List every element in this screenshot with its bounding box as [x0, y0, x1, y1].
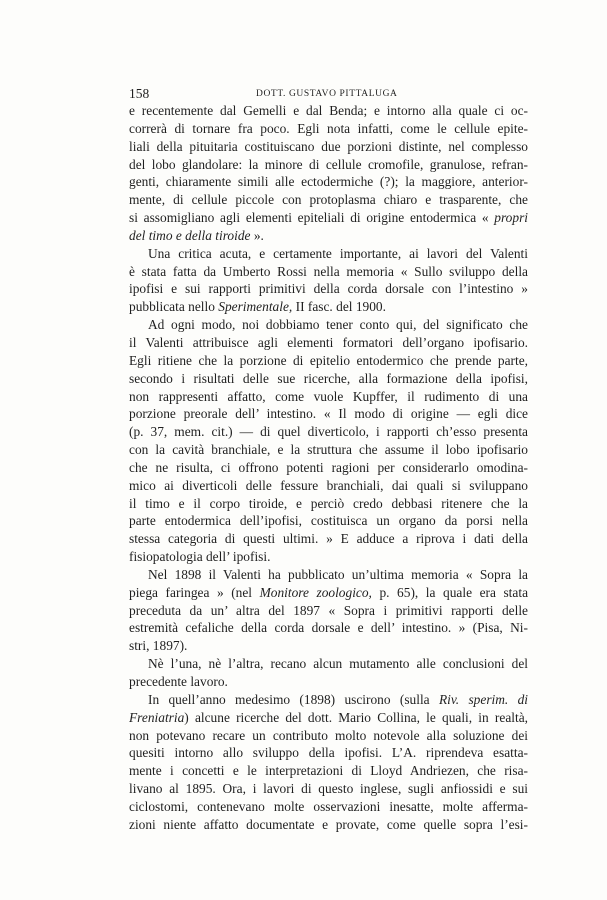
text-line	[129, 138, 528, 156]
italic-text: del timo e della tiroide	[129, 227, 251, 243]
page-header	[129, 86, 528, 102]
text-line	[129, 744, 528, 762]
text-run: genti, chiaramente simili alle ectodermiche (?); la maggiore, anterior-	[129, 174, 528, 190]
text-run: stri, 1897).	[129, 638, 188, 654]
text-line	[129, 173, 528, 191]
text-run: non potevano recare un contributo molto notevole alla soluzione dei	[129, 727, 528, 743]
text-line	[129, 780, 528, 798]
text-run: secondo i risultati delle sue ricerche, alla formazione della ipofisi,	[129, 370, 528, 386]
text-run: il Valenti attribuisce agli elementi formatori dell’organo ipofisario.	[129, 334, 528, 350]
text-line	[129, 637, 528, 655]
text-run: liali della pituitaria costituiscano due porzioni distinte, nel complesso	[129, 138, 528, 154]
text-line	[129, 423, 528, 441]
text-line	[129, 334, 528, 352]
text-line	[129, 619, 528, 637]
text-line	[129, 655, 528, 673]
text-run: correrà di tornare fra poco. Egli nota infatti, come le cellule epite-	[129, 120, 528, 136]
text-line	[129, 263, 528, 281]
text-run: e recentemente dal Gemelli e dal Benda; e intorno alla quale ci oc-	[129, 103, 528, 118]
text-line	[129, 388, 528, 406]
italic-text: Riv. sperim. di	[438, 691, 528, 707]
text-run: estremità cefaliche della corda dorsale e dell’ intestino. » (Pisa, Ni-	[129, 620, 528, 636]
text-line	[129, 120, 528, 138]
text-line	[129, 477, 528, 495]
text-line	[129, 584, 528, 602]
text-line	[129, 209, 528, 227]
text-line	[129, 495, 528, 513]
text-run: mente i concetti e le interpretazioni di Lloyd Andriezen, che risa-	[129, 763, 528, 779]
text-line	[129, 245, 528, 263]
text-run: p. 65), la quale era stata	[371, 584, 528, 600]
italic-text: propri	[494, 210, 528, 226]
text-run: è stata fatta da Umberto Rossi nella memoria « Sullo sviluppo della	[129, 263, 528, 279]
text-line	[129, 227, 528, 245]
text-line	[129, 727, 528, 745]
text-run: In quell’anno medesimo (1898) uscirono (sulla	[148, 691, 439, 707]
text-run: con la cavità branchiale, e la struttura che assume il lobo ipofisario	[129, 442, 528, 458]
text-line	[129, 798, 528, 816]
text-line	[129, 102, 528, 120]
text-run: il timo e il corpo tiroide, e perciò credo debbasi ritenere che la	[129, 495, 528, 511]
text-run: Una critica acuta, e certamente importante, ai lavori del Valenti	[148, 245, 528, 261]
italic-text: Monitore zoologico,	[259, 584, 372, 600]
text-run: pubblicata nello	[129, 299, 219, 315]
body-text	[129, 102, 528, 834]
text-run: II fasc. del 1900.	[292, 299, 386, 315]
text-line	[129, 405, 528, 423]
text-line	[129, 762, 528, 780]
text-line	[129, 459, 528, 477]
text-line	[129, 709, 528, 727]
italic-text: Freniatria	[129, 709, 185, 725]
text-line	[129, 548, 528, 566]
text-run: Nè l’una, nè l’altra, recano alcun mutamento alle conclusioni del	[148, 656, 528, 672]
text-line	[129, 298, 528, 316]
text-run: Egli ritiene che la porzione di epitelio entodermico che prende parte,	[129, 352, 528, 368]
text-run: livano al 1895. Ora, i lavori di questo inglese, sugli anfiossidi e sui	[129, 781, 528, 797]
text-line	[129, 566, 528, 584]
text-run: ciclostomi, contenevano molte osservazioni inesatte, molte afferma-	[129, 798, 528, 814]
text-line	[129, 441, 528, 459]
text-line	[129, 156, 528, 174]
text-line	[129, 316, 528, 334]
text-line	[129, 691, 528, 709]
text-line	[129, 512, 528, 530]
text-run: preceduta da un’ altra del 1897 « Sopra i primitivi rapporti delle	[129, 602, 528, 618]
text-run: si assomigliano agli elementi epiteliali di origine entodermica «	[129, 210, 495, 226]
text-run: porzione preorale dell’ intestino. « Il modo di origine — egli dice	[129, 406, 528, 422]
text-run: mico ai diverticoli delle fessure branchiali, dai quali si sviluppano	[129, 477, 528, 493]
text-run: Ad ogni modo, noi dobbiamo tener conto qui, del significato che	[148, 317, 528, 333]
text-run: stessa categoria di questi ultimi. » E adduce a riprova i dati della	[129, 531, 528, 547]
text-run: zioni niente affatto documentate e provate, come quelle sopra l’esi-	[129, 816, 528, 832]
text-run: che ne risulta, ci offrono potenti ragioni per considerarlo omodina-	[129, 459, 528, 475]
text-line	[129, 673, 528, 691]
text-line	[129, 370, 528, 388]
text-line	[129, 530, 528, 548]
italic-text: Sperimentale,	[218, 299, 293, 315]
text-run: ipofisi e sui rapporti primitivi della corda dorsale con l’intestino »	[129, 281, 528, 297]
running-head: DOTT. GUSTAVO PITTALUGA	[256, 89, 398, 99]
page-number: 158	[129, 86, 150, 101]
text-run: piega faringea » (nel	[129, 584, 260, 600]
text-run: non rappresenti affatto, come vuole Kupffer, il rudimento di una	[129, 388, 528, 404]
text-run: fisiopatologia dell’ ipofisi.	[129, 549, 271, 565]
text-run: Nel 1898 il Valenti ha pubblicato un’ultima memoria « Sopra la	[148, 566, 528, 582]
text-run: del lobo glandolare: la minore di cellule cromofile, granulose, refran-	[129, 156, 528, 172]
text-line	[129, 352, 528, 370]
text-line	[129, 816, 528, 834]
text-run: mente, di cellule piccole con protoplasma chiaro e trasparente, che	[129, 192, 528, 208]
text-run: ) alcune ricerche del dott. Mario Collina, le quali, in realtà,	[184, 709, 528, 725]
text-line	[129, 280, 528, 298]
text-run: parte entodermica dell’ipofisi, costituisca un organo da porsi nella	[129, 513, 528, 529]
text-line	[129, 191, 528, 209]
text-run: (p. 37, mem. cit.) — di quel diverticolo, i rapporti ch’esso presenta	[129, 424, 528, 440]
text-run: quesiti intorno allo sviluppo della ipofisi. L’A. riprendeva esatta-	[129, 745, 528, 761]
text-run: precedente lavoro.	[129, 674, 228, 689]
text-run: ».	[250, 227, 264, 243]
text-line	[129, 602, 528, 620]
